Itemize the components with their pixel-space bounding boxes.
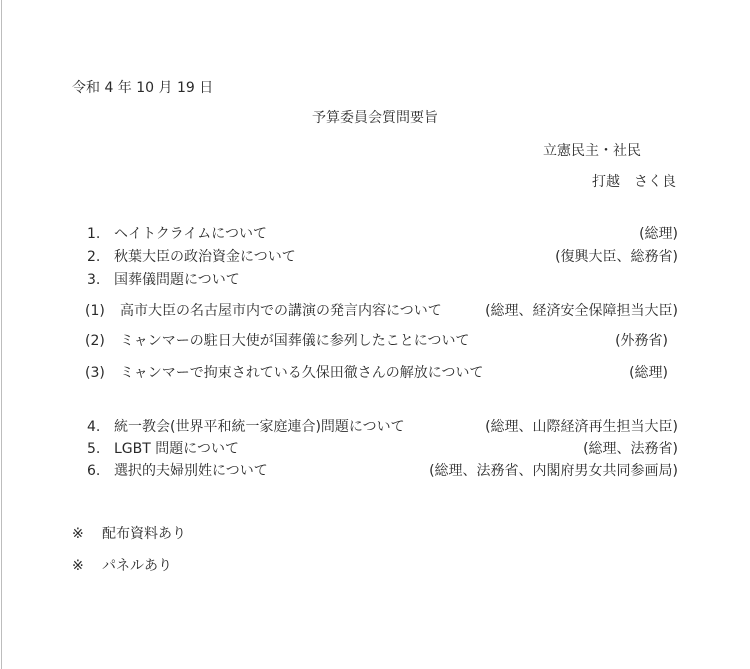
subitem-number: (2) — [85, 333, 105, 349]
subitem-responder: (外務省) — [615, 333, 668, 349]
reference-mark: ※ — [72, 558, 84, 574]
item-number: 2. — [87, 249, 101, 265]
question-item — [0, 464, 750, 482]
note-text: 配布資料あり — [102, 526, 186, 542]
subitem-responder: (総理、経済安全保障担当大臣) — [485, 303, 678, 319]
item-text: ヘイトクライムについて — [114, 226, 268, 242]
question-subitem — [0, 334, 750, 352]
question-item — [0, 250, 750, 268]
note-text: パネルあり — [102, 558, 172, 574]
item-text: 秋葉大臣の政治資金について — [114, 249, 296, 265]
item-text: LGBT 問題について — [114, 441, 239, 457]
subitem-number: (3) — [85, 365, 105, 381]
item-text: 統一教会(世界平和統一家庭連合)問題について — [114, 419, 405, 435]
subitem-text: ミャンマーで拘束されている久保田徹さんの解放について — [120, 365, 484, 381]
subitem-text: ミャンマーの駐日大使が国葬儀に参列したことについて — [120, 333, 470, 349]
item-responder: (復興大臣、総務省) — [555, 249, 678, 265]
question-item — [0, 442, 750, 460]
item-number: 3. — [87, 272, 101, 288]
question-item — [0, 420, 750, 438]
subitem-number: (1) — [85, 303, 105, 319]
reference-mark: ※ — [72, 526, 84, 542]
questioner-name: 打越 さく良 — [592, 174, 676, 190]
item-responder: (総理、法務省) — [583, 441, 678, 457]
question-item — [0, 273, 750, 291]
subitem-text: 高市大臣の名古屋市内での講演の発言内容について — [120, 303, 442, 319]
item-text: 選択的夫婦別姓について — [114, 463, 268, 479]
item-number: 4. — [87, 419, 101, 435]
document-date: 令和 4 年 10 月 19 日 — [72, 80, 214, 96]
question-subitem — [0, 366, 750, 384]
item-text: 国葬儀問題について — [114, 272, 240, 288]
subitem-responder: (総理) — [629, 365, 668, 381]
question-item — [0, 227, 750, 245]
item-number: 5. — [87, 441, 101, 457]
item-responder: (総理、山際経済再生担当大臣) — [485, 419, 678, 435]
item-number: 1. — [87, 226, 101, 242]
party-name: 立憲民主・社民 — [543, 143, 641, 159]
item-responder: (総理、法務省、内閣府男女共同参画局) — [429, 463, 678, 479]
item-responder: (総理) — [639, 226, 678, 242]
document-title: 予算委員会質問要旨 — [312, 110, 438, 126]
item-number: 6. — [87, 463, 101, 479]
question-subitem — [0, 304, 750, 322]
